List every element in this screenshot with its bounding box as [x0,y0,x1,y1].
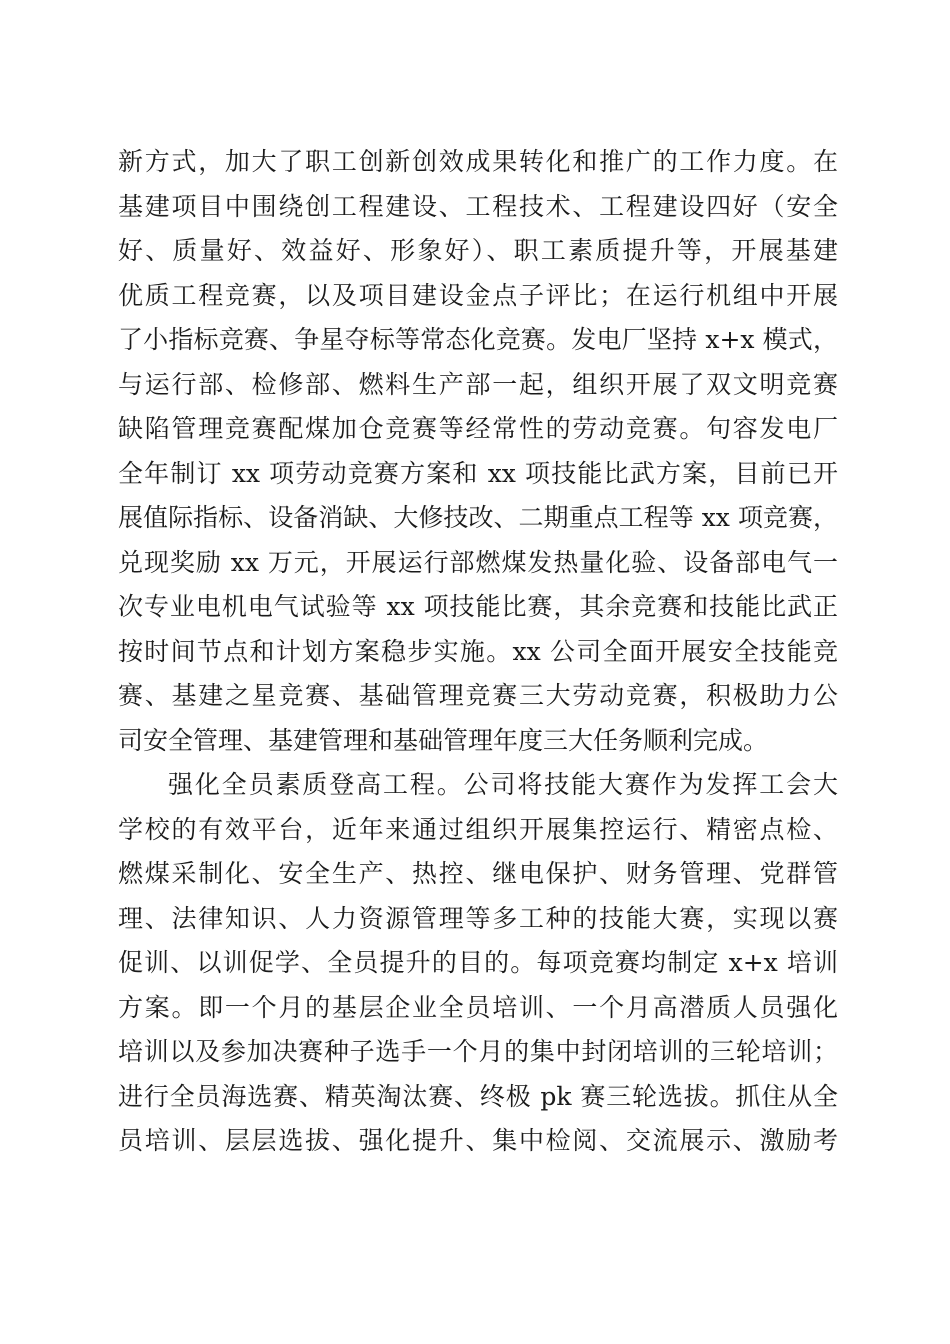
paragraph-2 [118,763,838,1164]
text-line: 员培训、层层选拔、强化提升、集中检阅、交流展示、激励考 [118,1126,838,1155]
text-line: 全年制订 xx 项劳动竞赛方案和 xx 项技能比武方案，目前已开 [118,458,838,488]
text-line: 燃煤采制化、安全生产、热控、继电保护、财务管理、党群管 [118,859,838,888]
text-line: 缺陷管理竞赛配煤加仓竞赛等经常性的劳动竞赛。句容发电厂 [118,414,838,443]
text-line: 司安全管理、基建管理和基础管理年度三大任务顺利完成。 [118,725,769,755]
text-line: 学校的有效平台，近年来通过组织开展集控运行、精密点检、 [118,814,838,844]
text-line: 优质工程竞赛，以及项目建设金点子评比；在运行机组中开展 [118,280,838,310]
text-line: 按时间节点和计划方案稳步实施。xx 公司全面开展安全技能竞 [118,636,838,666]
text-line: 新方式，加大了职工创新创效成果转化和推广的工作力度。在 [118,147,838,176]
text-line: 促训、以训促学、全员提升的目的。每项竞赛均制定 x+x 培训 [118,948,838,977]
body-text [118,140,838,1164]
text-line: 赛、基建之星竞赛、基础管理竞赛三大劳动竞赛，积极助力公 [118,681,838,710]
text-line: 培训以及参加决赛种子选手一个月的集中封闭培训的三轮培训； [118,1037,838,1066]
text-line: 进行全员海选赛、精英淘汰赛、终极 pk 赛三轮选拔。抓住从全 [118,1081,838,1111]
text-line: 好、质量好、效益好、形象好）、职工素质提升等，开展基建 [118,236,838,265]
paragraph-1 [118,140,838,763]
text-line: 基建项目中围绕创工程建设、工程技术、工程建设四好（安全 [118,191,838,221]
text-line: 与运行部、检修部、燃料生产部一起，组织开展了双文明竞赛 [118,369,838,399]
text-line: 兑现奖励 xx 万元，开展运行部燃煤发热量化验、设备部电气一 [118,547,838,577]
text-line: 展值际指标、设备消缺、大修技改、二期重点工程等 xx 项竞赛， [118,503,838,532]
text-line: 次专业电机电气试验等 xx 项技能比赛，其余竞赛和技能比武正 [118,592,838,621]
text-line: 强化全员素质登高工程。公司将技能大赛作为发挥工会大 [168,770,838,799]
text-line: 理、法律知识、人力资源管理等多工种的技能大赛，实现以赛 [118,903,838,933]
text-line: 方案。即一个月的基层企业全员培训、一个月高潜质人员强化 [118,992,838,1022]
text-line: 了小指标竞赛、争星夺标等常态化竞赛。发电厂坚持 x+x 模式， [118,325,838,354]
